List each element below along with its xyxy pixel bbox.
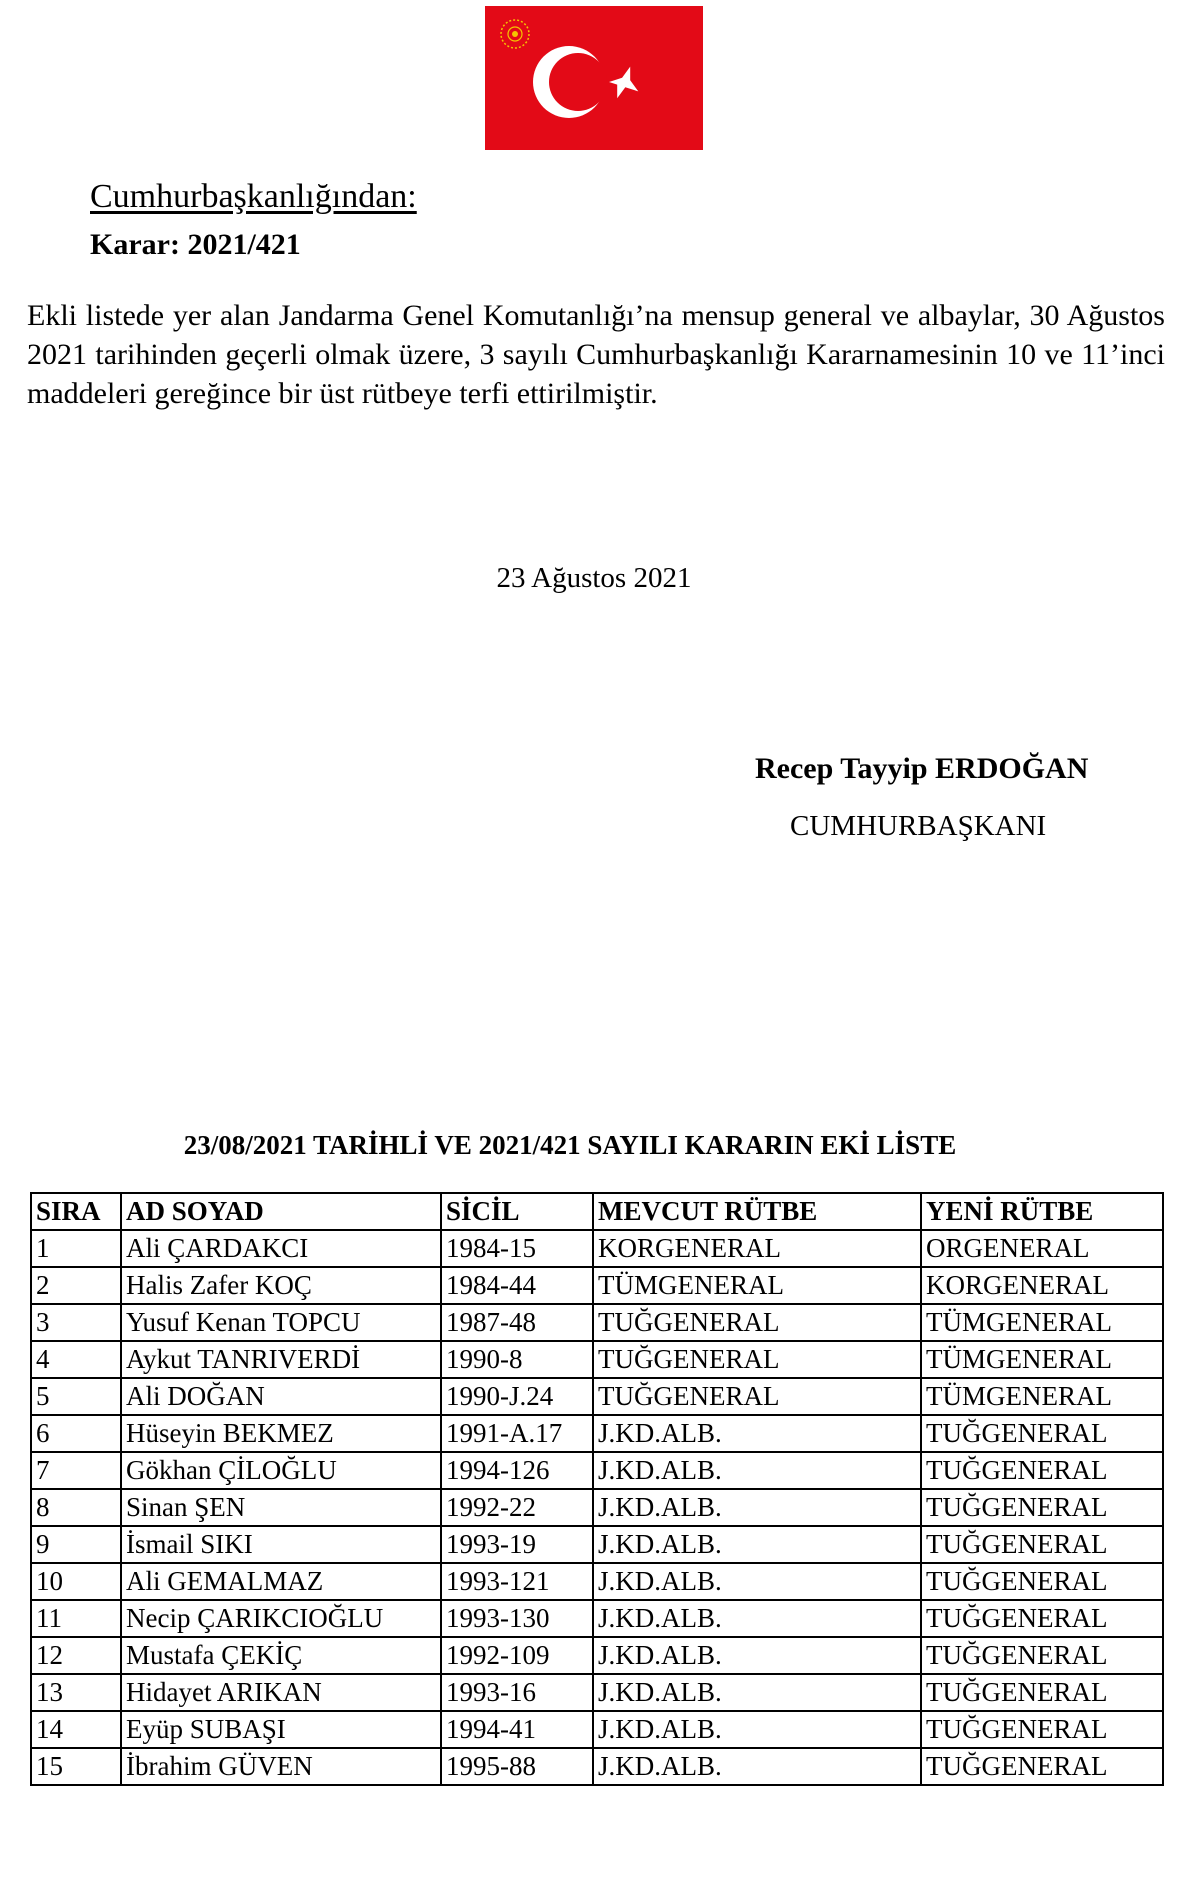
table-row bbox=[31, 1711, 1163, 1748]
cell-sira: 4 bbox=[31, 1341, 121, 1378]
cell-sicil: 1994-41 bbox=[441, 1711, 593, 1748]
cell-sira: 1 bbox=[31, 1230, 121, 1267]
cell-mevcut-rutbe: J.KD.ALB. bbox=[593, 1489, 921, 1526]
cell-yeni-rutbe: ORGENERAL bbox=[921, 1230, 1163, 1267]
cell-ad-soyad: Necip ÇARIKCIOĞLU bbox=[121, 1600, 441, 1637]
issuer-heading: Cumhurbaşkanlığından: bbox=[90, 178, 417, 215]
cell-yeni-rutbe: TUĞGENERAL bbox=[921, 1489, 1163, 1526]
cell-yeni-rutbe: TUĞGENERAL bbox=[921, 1526, 1163, 1563]
cell-mevcut-rutbe: J.KD.ALB. bbox=[593, 1637, 921, 1674]
cell-mevcut-rutbe: J.KD.ALB. bbox=[593, 1452, 921, 1489]
cell-yeni-rutbe: TUĞGENERAL bbox=[921, 1415, 1163, 1452]
cell-sira: 15 bbox=[31, 1748, 121, 1785]
header-yeni-rutbe: YENİ RÜTBE bbox=[921, 1193, 1163, 1230]
cell-mevcut-rutbe: J.KD.ALB. bbox=[593, 1526, 921, 1563]
cell-yeni-rutbe: TUĞGENERAL bbox=[921, 1563, 1163, 1600]
cell-sicil: 1992-22 bbox=[441, 1489, 593, 1526]
cell-ad-soyad: Hidayet ARIKAN bbox=[121, 1674, 441, 1711]
cell-mevcut-rutbe: J.KD.ALB. bbox=[593, 1748, 921, 1785]
table-row bbox=[31, 1378, 1163, 1415]
header-sicil: SİCİL bbox=[441, 1193, 593, 1230]
cell-ad-soyad: Gökhan ÇİLOĞLU bbox=[121, 1452, 441, 1489]
cell-mevcut-rutbe: TUĞGENERAL bbox=[593, 1378, 921, 1415]
header-mevcut-rutbe: MEVCUT RÜTBE bbox=[593, 1193, 921, 1230]
cell-yeni-rutbe: TUĞGENERAL bbox=[921, 1637, 1163, 1674]
cell-yeni-rutbe: TUĞGENERAL bbox=[921, 1600, 1163, 1637]
decision-number: Karar: 2021/421 bbox=[90, 228, 301, 261]
header-sira: SIRA bbox=[31, 1193, 121, 1230]
cell-ad-soyad: Sinan ŞEN bbox=[121, 1489, 441, 1526]
cell-ad-soyad: Mustafa ÇEKİÇ bbox=[121, 1637, 441, 1674]
cell-mevcut-rutbe: TUĞGENERAL bbox=[593, 1341, 921, 1378]
table-row bbox=[31, 1600, 1163, 1637]
cell-sicil: 1984-15 bbox=[441, 1230, 593, 1267]
cell-sira: 3 bbox=[31, 1304, 121, 1341]
cell-mevcut-rutbe: J.KD.ALB. bbox=[593, 1711, 921, 1748]
table-row bbox=[31, 1637, 1163, 1674]
cell-sira: 11 bbox=[31, 1600, 121, 1637]
cell-ad-soyad: Ali DOĞAN bbox=[121, 1378, 441, 1415]
cell-sira: 12 bbox=[31, 1637, 121, 1674]
annex-list-title: 23/08/2021 TARİHLİ VE 2021/421 SAYILI KARARIN EKİ LİSTE bbox=[183, 1130, 957, 1160]
cell-sicil: 1984-44 bbox=[441, 1267, 593, 1304]
cell-mevcut-rutbe: TÜMGENERAL bbox=[593, 1267, 921, 1304]
cell-ad-soyad: Yusuf Kenan TOPCU bbox=[121, 1304, 441, 1341]
cell-sira: 10 bbox=[31, 1563, 121, 1600]
table-header-row bbox=[31, 1193, 1163, 1230]
table-row bbox=[31, 1563, 1163, 1600]
cell-yeni-rutbe: KORGENERAL bbox=[921, 1267, 1163, 1304]
cell-ad-soyad: Eyüp SUBAŞI bbox=[121, 1711, 441, 1748]
signer-name: Recep Tayyip ERDOĞAN bbox=[755, 752, 1089, 785]
cell-sicil: 1992-109 bbox=[441, 1637, 593, 1674]
cell-sicil: 1994-126 bbox=[441, 1452, 593, 1489]
cell-yeni-rutbe: TUĞGENERAL bbox=[921, 1452, 1163, 1489]
decision-body: Ekli listede yer alan Jandarma Genel Komutanlığı’na mensup general ve albaylar, 30 Ağustos 2021 tarihinden geçerli olmak üzere, 3 sayılı Cumhurbaşkanlığı Kararnamesinin 10 ve 11’inci maddeleri gereğince bir üst rütbeye terfi ettirilmiştir. bbox=[27, 299, 1165, 410]
cell-yeni-rutbe: TUĞGENERAL bbox=[921, 1748, 1163, 1785]
cell-sicil: 1987-48 bbox=[441, 1304, 593, 1341]
cell-sicil: 1990-J.24 bbox=[441, 1378, 593, 1415]
table-row bbox=[31, 1341, 1163, 1378]
table-row bbox=[31, 1415, 1163, 1452]
table-row bbox=[31, 1230, 1163, 1267]
cell-sira: 13 bbox=[31, 1674, 121, 1711]
cell-sicil: 1995-88 bbox=[441, 1748, 593, 1785]
cell-yeni-rutbe: TÜMGENERAL bbox=[921, 1304, 1163, 1341]
decision-date: 23 Ağustos 2021 bbox=[496, 562, 692, 594]
table-row bbox=[31, 1674, 1163, 1711]
table-row bbox=[31, 1489, 1163, 1526]
cell-ad-soyad: İsmail SIKI bbox=[121, 1526, 441, 1563]
cell-yeni-rutbe: TUĞGENERAL bbox=[921, 1674, 1163, 1711]
table-row bbox=[31, 1748, 1163, 1785]
cell-sira: 5 bbox=[31, 1378, 121, 1415]
cell-mevcut-rutbe: KORGENERAL bbox=[593, 1230, 921, 1267]
cell-mevcut-rutbe: J.KD.ALB. bbox=[593, 1674, 921, 1711]
cell-mevcut-rutbe: J.KD.ALB. bbox=[593, 1563, 921, 1600]
cell-sicil: 1993-19 bbox=[441, 1526, 593, 1563]
cell-sicil: 1991-A.17 bbox=[441, 1415, 593, 1452]
cell-mevcut-rutbe: J.KD.ALB. bbox=[593, 1415, 921, 1452]
cell-sira: 2 bbox=[31, 1267, 121, 1304]
cell-mevcut-rutbe: J.KD.ALB. bbox=[593, 1600, 921, 1637]
cell-sicil: 1993-121 bbox=[441, 1563, 593, 1600]
table-row bbox=[31, 1452, 1163, 1489]
header-ad-soyad: AD SOYAD bbox=[121, 1193, 441, 1230]
cell-ad-soyad: Aykut TANRIVERDİ bbox=[121, 1341, 441, 1378]
table-row bbox=[31, 1526, 1163, 1563]
cell-ad-soyad: İbrahim GÜVEN bbox=[121, 1748, 441, 1785]
signer-title: CUMHURBAŞKANI bbox=[790, 810, 1047, 842]
cell-sicil: 1993-16 bbox=[441, 1674, 593, 1711]
cell-sira: 8 bbox=[31, 1489, 121, 1526]
promotion-table bbox=[30, 1192, 1162, 1786]
cell-sira: 7 bbox=[31, 1452, 121, 1489]
cell-ad-soyad: Ali GEMALMAZ bbox=[121, 1563, 441, 1600]
turkish-flag-icon bbox=[485, 6, 703, 150]
cell-sicil: 1993-130 bbox=[441, 1600, 593, 1637]
cell-sira: 6 bbox=[31, 1415, 121, 1452]
cell-yeni-rutbe: TÜMGENERAL bbox=[921, 1378, 1163, 1415]
table-row bbox=[31, 1267, 1163, 1304]
cell-ad-soyad: Halis Zafer KOÇ bbox=[121, 1267, 441, 1304]
cell-ad-soyad: Hüseyin BEKMEZ bbox=[121, 1415, 441, 1452]
cell-sicil: 1990-8 bbox=[441, 1341, 593, 1378]
cell-yeni-rutbe: TUĞGENERAL bbox=[921, 1711, 1163, 1748]
cell-sira: 9 bbox=[31, 1526, 121, 1563]
cell-yeni-rutbe: TÜMGENERAL bbox=[921, 1341, 1163, 1378]
cell-sira: 14 bbox=[31, 1711, 121, 1748]
table-row bbox=[31, 1304, 1163, 1341]
cell-ad-soyad: Ali ÇARDAKCI bbox=[121, 1230, 441, 1267]
cell-mevcut-rutbe: TUĞGENERAL bbox=[593, 1304, 921, 1341]
